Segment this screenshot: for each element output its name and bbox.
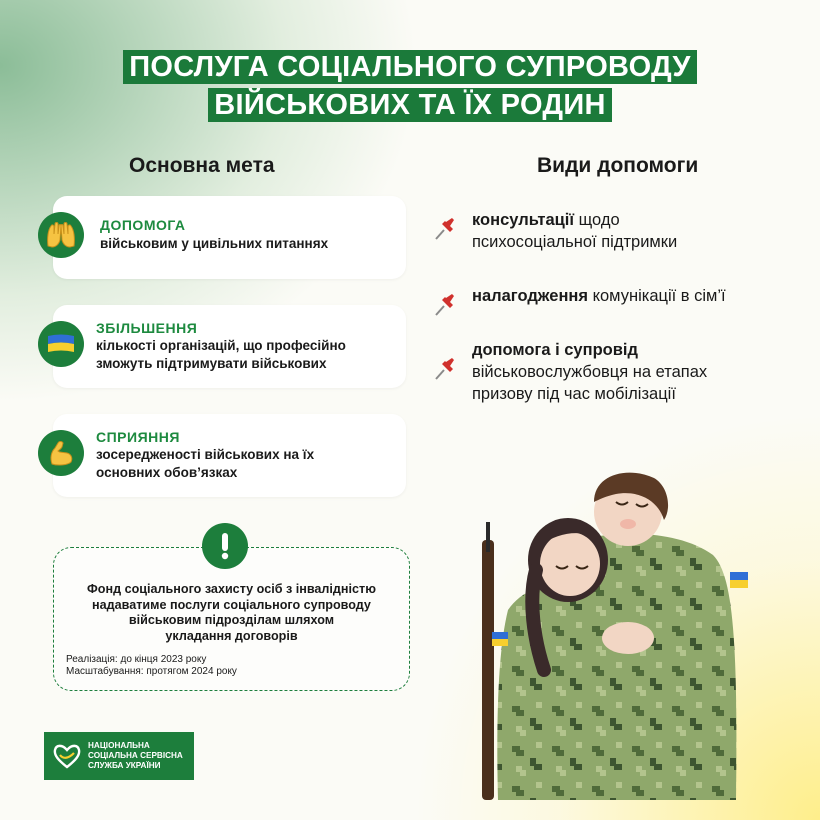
card-text: військовим у цивільних питаннях [100,236,329,251]
card-heading: ДОПОМОГА [100,217,186,233]
help-item-rest: комунікації в сім’ї [588,287,726,305]
help-item-rest: щодо [574,211,620,229]
card-heading: СПРИЯННЯ [96,429,180,445]
notice-line-2: надаватиме послуги соціального супроводу [92,597,371,612]
implementation-text: Реалізація: до кінця 2023 року [66,654,207,665]
helping-hands-icon [38,212,84,258]
card-heading: ЗБІЛЬШЕННЯ [96,320,198,336]
scaling-text: Масштабування: протягом 2024 року [66,666,237,677]
help-item-line-2: психосоціальної підтримки [472,232,678,251]
logo-line-1: НАЦІОНАЛЬНА [88,741,150,751]
help-item-line-2: військовослужбовця на етапах [472,362,708,381]
title-line-1: ПОСЛУГА СОЦІАЛЬНОГО СУПРОВОДУ [123,50,696,84]
card-text-line-2: основних обов’язках [96,465,238,480]
help-item-bold: консультації [472,211,575,229]
goal-heading: Основна мета [129,154,275,177]
notice-box [53,547,410,691]
card-text-line-1: кількості організацій, що професійно [96,338,346,353]
goal-card-assist [53,414,406,497]
pushpin-icon [432,214,460,242]
notice-line-1: Фонд соціального захисту осіб з інвалідністю [87,582,376,596]
logo-line-2: СОЦІАЛЬНА СЕРВІСНА [88,751,183,761]
heart-logo-icon [52,741,82,771]
logo-line-3: СЛУЖБА УКРАЇНИ [88,760,161,770]
help-types-heading: Види допомоги [537,154,699,177]
help-item-line-3: призову під час мобілізації [472,384,676,403]
goal-card-help [53,196,406,279]
exclamation-icon [202,523,248,569]
help-item-bold: допомога і супровід [472,341,638,359]
notice-text [64,582,399,645]
flexed-biceps-icon [38,430,84,476]
card-text-line-1: зосередженості військових на їх [96,447,315,462]
pushpin-icon [432,290,460,318]
goal-card-increase [53,305,406,388]
ukraine-flag-icon [38,321,84,367]
help-item-bold: налагодження [472,287,589,305]
notice-line-3: військовим підрозділам шляхом [128,613,335,628]
nsss-logo [44,732,194,780]
soldiers-embrace-illustration [468,460,768,800]
page-title [0,48,820,124]
notice-line-4: укладання договорів [165,629,298,644]
pushpin-icon [432,354,460,382]
title-line-2: ВІЙСЬКОВИХ ТА ЇХ РОДИН [208,88,612,122]
card-text-line-2: зможуть підтримувати військових [96,356,327,371]
